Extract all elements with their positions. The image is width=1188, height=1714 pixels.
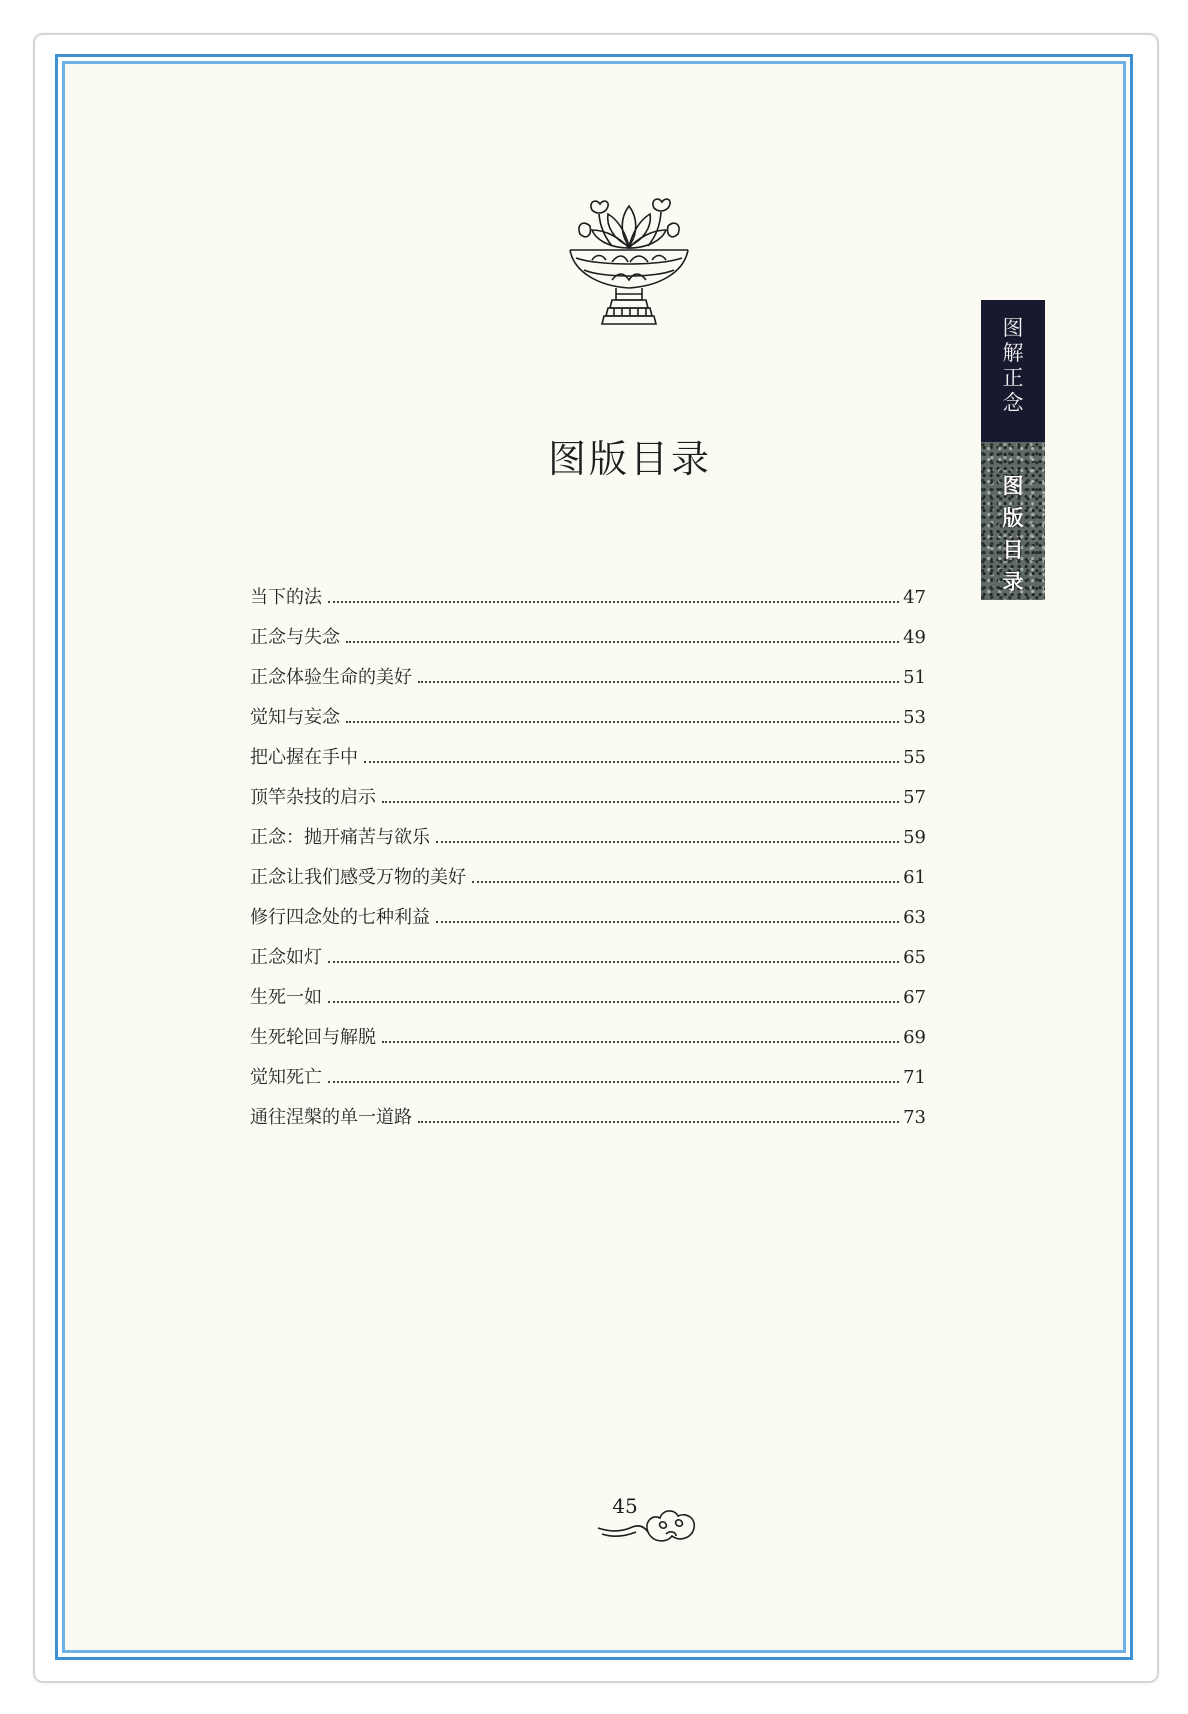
toc-entry-page: 63 [903, 907, 926, 928]
toc-leader [418, 1120, 899, 1123]
toc-entry[interactable] [250, 703, 926, 743]
side-tab-char: 解 [1002, 341, 1024, 365]
toc-entry-page: 61 [903, 867, 926, 888]
toc-entry-title: 生死轮回与解脱 [250, 1027, 376, 1048]
toc-entry-page: 53 [903, 707, 926, 728]
toc-entry-page: 55 [903, 747, 926, 768]
toc-entry-title: 正念让我们感受万物的美好 [250, 867, 466, 888]
toc-entry-page: 47 [903, 587, 926, 608]
page-number: 45 [612, 1494, 638, 1518]
toc-entry-title: 正念如灯 [250, 947, 322, 968]
side-tab-char: 正 [1002, 366, 1024, 390]
toc-entry[interactable] [250, 983, 926, 1023]
toc-entry-page: 57 [903, 787, 926, 808]
toc-leader [328, 600, 899, 603]
side-tab-char: 目 [1002, 538, 1024, 562]
toc-entry[interactable] [250, 1063, 926, 1103]
toc-entry-title: 正念：抛开痛苦与欲乐 [250, 827, 430, 848]
auspicious-cloud-icon [596, 1502, 700, 1546]
toc-entry-page: 73 [903, 1107, 926, 1128]
toc-entry[interactable] [250, 623, 926, 663]
toc-entry-page: 67 [903, 987, 926, 1008]
toc-leader [382, 1040, 899, 1043]
side-tab [981, 300, 1045, 600]
side-tab-char: 版 [1002, 506, 1024, 530]
toc-leader [436, 920, 899, 923]
toc-entry-page: 71 [903, 1067, 926, 1088]
toc-entry-page: 49 [903, 627, 926, 648]
toc-entry-page: 65 [903, 947, 926, 968]
toc-entry[interactable] [250, 783, 926, 823]
side-tab-char: 图 [1002, 316, 1024, 340]
toc-entry-title: 通往涅槃的单一道路 [250, 1107, 412, 1128]
toc-entry-title: 觉知死亡 [250, 1067, 322, 1088]
toc-entry[interactable] [250, 863, 926, 903]
toc-entry-page: 59 [903, 827, 926, 848]
toc-entry[interactable] [250, 903, 926, 943]
toc-leader [418, 680, 899, 683]
toc-entry-title: 当下的法 [250, 587, 322, 608]
side-tab-char: 图 [1002, 474, 1024, 498]
toc-entry-title: 觉知与妄念 [250, 707, 340, 728]
toc-entry[interactable] [250, 1023, 926, 1063]
toc-entry-page: 69 [903, 1027, 926, 1048]
toc-leader [436, 840, 899, 843]
toc-entry[interactable] [250, 743, 926, 783]
side-tab-char: 录 [1002, 570, 1024, 594]
toc-leader [382, 800, 899, 803]
toc-entry[interactable] [250, 943, 926, 983]
toc-leader [346, 640, 899, 643]
toc-entry-title: 顶竿杂技的启示 [250, 787, 376, 808]
toc-leader [328, 960, 899, 963]
side-tab-book-title [981, 300, 1045, 442]
toc-leader [328, 1000, 899, 1003]
lotus-bowl-icon [562, 196, 696, 332]
toc-leader [328, 1080, 899, 1083]
table-of-contents [250, 583, 926, 1143]
toc-entry-title: 生死一如 [250, 987, 322, 1008]
toc-entry[interactable] [250, 1103, 926, 1143]
side-tab-section-title [981, 442, 1045, 600]
toc-entry-title: 正念体验生命的美好 [250, 667, 412, 688]
side-tab-char: 念 [1002, 391, 1024, 415]
toc-entry[interactable] [250, 583, 926, 623]
toc-entry[interactable] [250, 823, 926, 863]
toc-leader [364, 760, 899, 763]
page-title: 图版目录 [547, 437, 712, 481]
toc-leader [472, 880, 899, 883]
toc-leader [346, 720, 899, 723]
toc-entry-page: 51 [903, 667, 926, 688]
toc-entry-title: 正念与失念 [250, 627, 340, 648]
toc-entry-title: 把心握在手中 [250, 747, 358, 768]
toc-entry[interactable] [250, 663, 926, 703]
toc-entry-title: 修行四念处的七种利益 [250, 907, 430, 928]
